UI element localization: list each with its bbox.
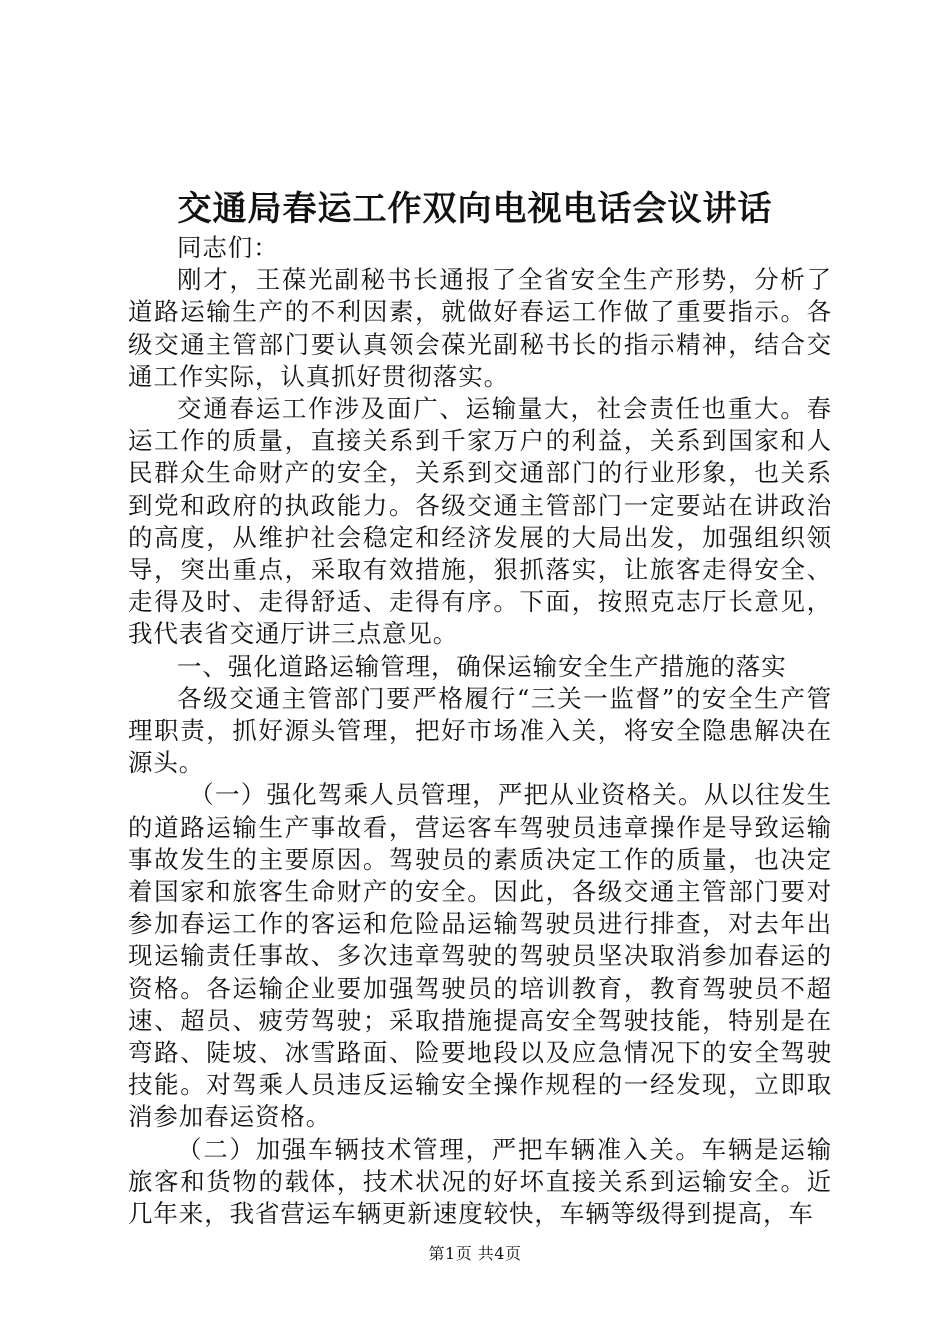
body-paragraph: 交通春运工作涉及面广、运输量大，社会责任也重大。春运工作的质量，直接关系到千家万户的利益，关系到国家和人民群众生命财产的安全，关系到交通部门的行业形象，也关系到党和政府的执政能力。各级交通主管部门一定要站在讲政治的高度，从维护社会稳定和经济发展的大局出发，加强组织领导，突出重点，采取有效措施，狠抓落实，让旅客走得安全、走得及时、走得舒适、走得有序。下面，按照克志厅长意见，我代表省交通厅讲三点意见。 xyxy=(128,394,832,649)
document-body xyxy=(128,232,832,1230)
body-paragraph: 各级交通主管部门要严格履行“三关一监督”的安全生产管理职责，抓好源头管理，把好市场准入关，将安全隐患解决在源头。 xyxy=(128,683,832,778)
body-paragraph: 刚才，王葆光副秘书长通报了全省安全生产形势，分析了道路运输生产的不利因素，就做好春运工作做了重要指示。各级交通主管部门要认真领会葆光副秘书长的指示精神，结合交通工作实际，认真抓好贯彻落实。 xyxy=(128,265,832,391)
subsection-paragraph: （二）加强车辆技术管理，严把车辆准入关。车辆是运输旅客和货物的载体，技术状况的好坏直接关系到运输安全。近几年来，我省营运车辆更新速度较快，车辆等级得到提高，车 xyxy=(128,1134,832,1229)
salutation-paragraph: 同志们： xyxy=(177,233,279,262)
subsection-paragraph: （一）强化驾乘人员管理，严把从业资格关。从以往发生的道路运输生产事故看，营运客车驾驶员违章操作是导致运输事故发生的主要原因。驾驶员的素质决定工作的质量，也决定着国家和旅客生命财产的安全。因此，各级交通主管部门要对参加春运工作的客运和危险品运输驾驶员进行排查，对去年出现运输责任事故、多次违章驾驶的驾驶员坚决取消参加春运的资格。各运输企业要加强驾驶员的培训教育，教育驾驶员不超速、超员、疲劳驾驶；采取措施提高安全驾驶技能，特别是在弯路、陡坡、冰雪路面、险要地段以及应急情况下的安全驾驶技能。对驾乘人员违反运输安全操作规程的一经发现，立即取消参加春运资格。 xyxy=(128,780,832,1132)
page-number-footer: 第1页 共4页 xyxy=(428,1244,522,1263)
section-heading: 一、强化道路运输管理，确保运输安全生产措施的落实 xyxy=(177,651,787,681)
document-title: 交通局春运工作双向电视电话会议讲话 xyxy=(177,189,773,229)
